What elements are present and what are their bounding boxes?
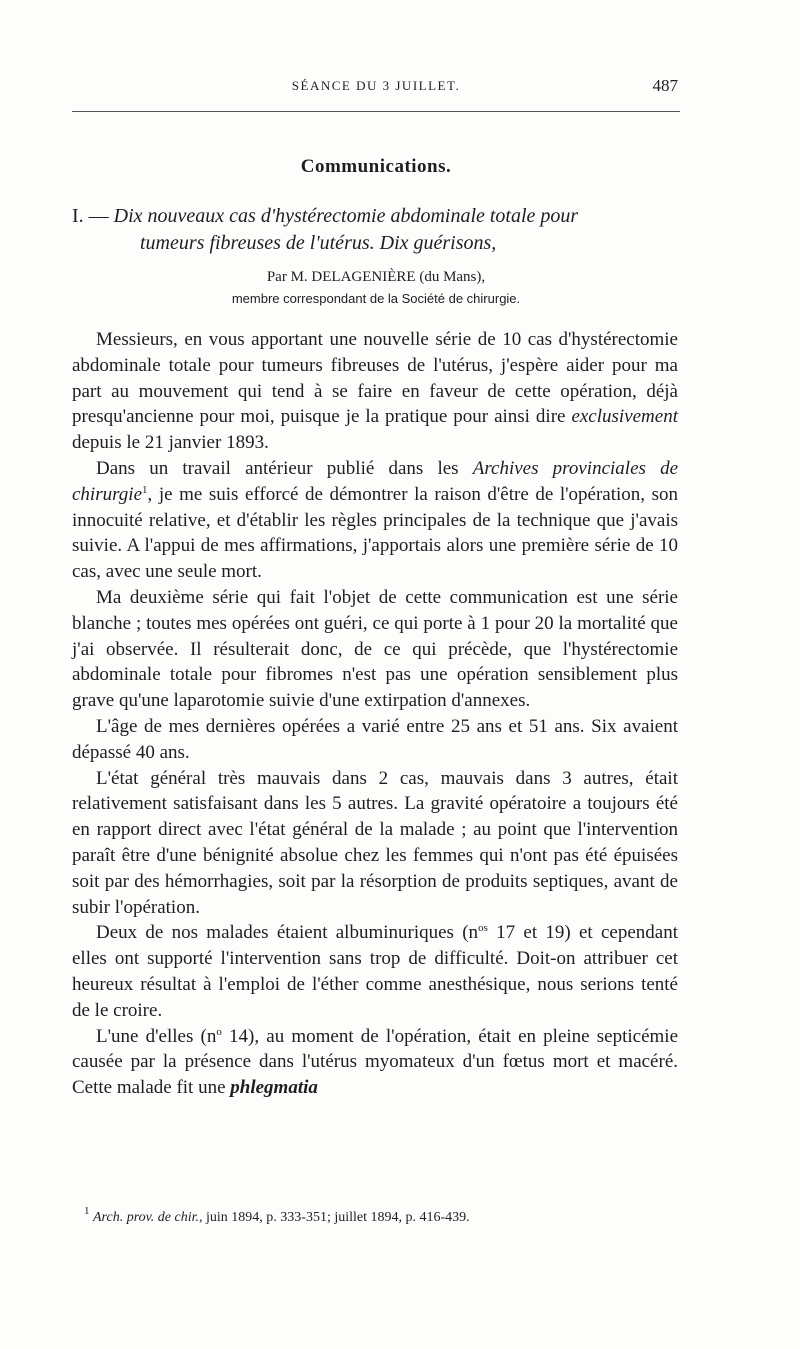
paragraph-1-text-a: Messieurs, en vous apportant une nouvelle série de 10 cas d'hystérectomie abdominale totale pour tumeurs fibreuses de l'utérus, j'espère aider pour ma part au mouvement qui tend à se faire en faveur de cette opération, déjà presqu'ancienne pour moi, puisque je la pratique pour ainsi dire xyxy=(72,329,678,428)
paragraph-1 xyxy=(72,327,678,456)
paragraph-7-emphasis: phlegmatia xyxy=(230,1077,318,1099)
paragraph-7-text-b: 14), au moment de l'opération, était en pleine septicémie causée par la présence dans l'utérus myomateux d'un fœtus mort et macéré. Cette malade fit une xyxy=(72,1025,679,1099)
paragraph-1-emphasis: exclusivement xyxy=(571,406,678,428)
section-heading: Communications. xyxy=(300,156,452,177)
author-affiliation: membre correspondant de la Société de chirurgie. xyxy=(231,291,521,306)
running-title: SÉANCE DU 3 JUILLET. xyxy=(291,78,461,93)
article-title-text-1: Dix nouveaux cas d'hystérectomie abdominale totale pour xyxy=(113,205,579,227)
footnote-number: 1 xyxy=(84,1205,90,1217)
paragraph-3: Ma deuxième série qui fait l'objet de cette communication est une série blanche ; toutes mes opérées ont guéri, ce qui porte à 1 pour 20 la mortalité que j'ai observée. Il résulterait donc, de ce qui précède, que l'hystérectomie abdominale totale pour fibromes n'est pas une opération sensiblement plus grave qu'une laparotomie suivie d'une extirpation d'annexes. xyxy=(72,586,678,712)
page-number: 487 xyxy=(652,76,678,95)
paragraph-7-text-a: L'une d'elles (n xyxy=(96,1025,217,1047)
paragraph-2-journal-title: Archives provinciales de chirurgie xyxy=(72,457,679,505)
author-block xyxy=(72,266,680,310)
article-title-line-1 xyxy=(72,203,680,230)
paragraph-7-superscript: o xyxy=(216,1025,222,1038)
article-numeral: I. — xyxy=(72,205,109,227)
paragraph-7 xyxy=(72,1024,678,1101)
running-head xyxy=(72,76,680,100)
paragraph-6-text-b: 17 et 19) et cependant elles ont supporté l'intervention sans trop de difficulté. Doit-on attribuer cet heureux résultat à l'emploi de l'éther comme anesthésique, nous serions tenté de le croire. xyxy=(72,922,678,1021)
article-title-line-2 xyxy=(72,230,680,257)
paragraph-4: L'âge de mes dernières opérées a varié entre 25 ans et 51 ans. Six avaient dépassé 40 ans. xyxy=(72,715,678,763)
footnote-marker: 1 xyxy=(142,483,148,496)
author-line: Par M. DELAGENIÈRE (du Mans), xyxy=(266,269,486,285)
paragraph-6-superscript: os xyxy=(478,922,488,935)
paragraph-5: L'état général très mauvais dans 2 cas, mauvais dans 3 autres, était relativement satisfaisant dans les 5 autres. La gravité opératoire a toujours été en rapport direct avec l'état général de la malade ; au point que l'intervention paraît être d'une bénignité absolue chez les femmes qui n'ont pas été épuisées soit par des hémorrhagies, soit par la résorption de produits septiques, avant de subir l'opération. xyxy=(72,767,678,918)
paragraph-6 xyxy=(72,920,678,1023)
article-title xyxy=(72,203,680,257)
paragraph-1-text-b: depuis le 21 janvier 1893. xyxy=(72,432,269,454)
paragraph-2-text-b: , je me suis efforcé de démontrer la raison d'être de l'opération, son innocuité relative, et d'établir les règles principales de la technique que j'avais suivie. A l'appui de mes affirmations, j'apportais alors une première série de 10 cas, avec une seule mort. xyxy=(72,483,678,583)
footnote xyxy=(84,1205,680,1228)
paragraph-2 xyxy=(72,456,678,585)
article-title-text-2: tumeurs fibreuses de l'utérus. Dix guérisons, xyxy=(140,232,497,254)
paragraph-6-text-a: Deux de nos malades étaient albuminuriques (n xyxy=(96,922,479,944)
paragraph-2-text-a: Dans un travail antérieur publié dans les xyxy=(96,457,473,479)
footnote-text: , juin 1894, p. 333-351; juillet 1894, p. 416-439. xyxy=(199,1210,470,1225)
footnote-reference: Arch. prov. de chir. xyxy=(93,1210,200,1225)
header-rule xyxy=(72,111,680,112)
body-text xyxy=(72,327,678,1101)
